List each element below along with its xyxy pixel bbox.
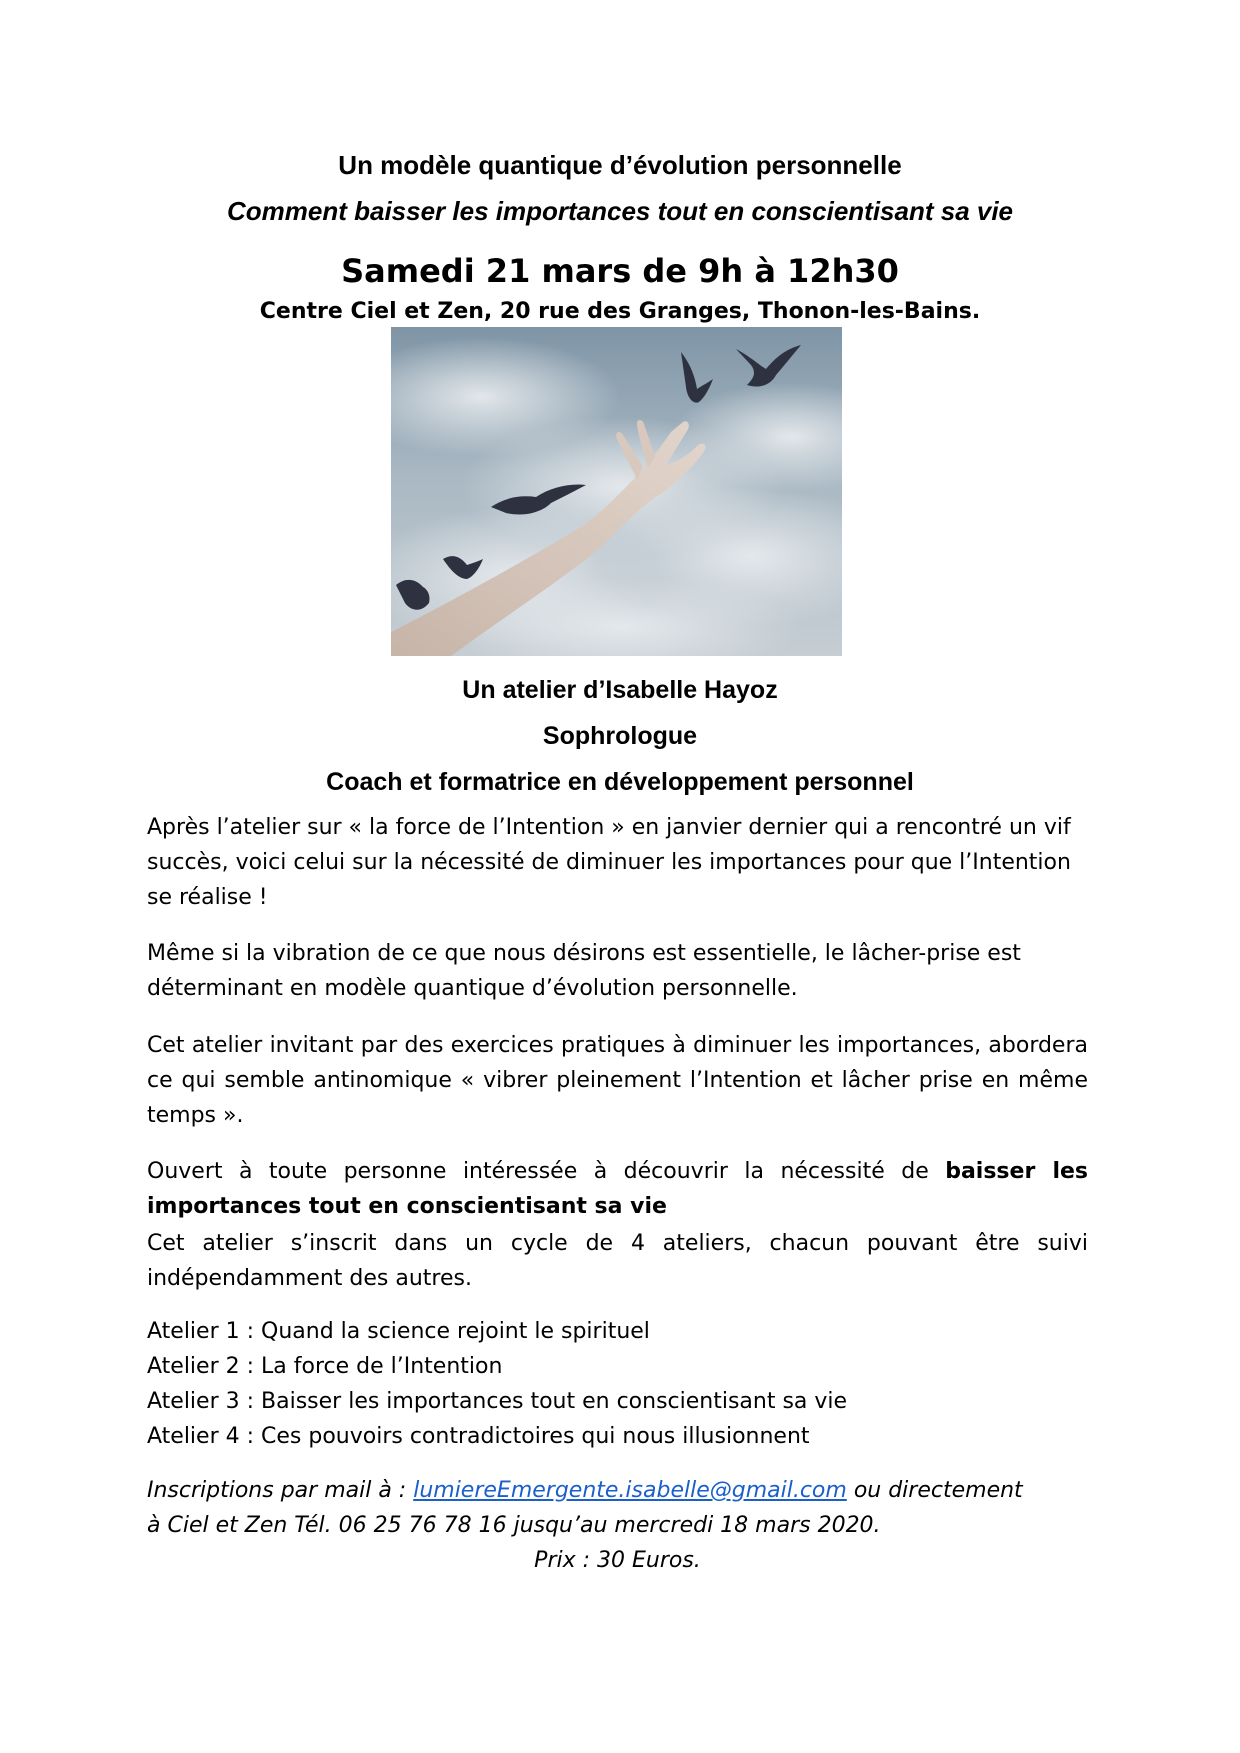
list-item: Atelier 3 : Baisser les importances tout en conscientisant sa vie: [147, 1389, 848, 1414]
inscription-block: [147, 1473, 1088, 1578]
cycle-paragraph: Cet atelier s’inscrit dans un cycle de 4 ateliers, chacun pouvant être suivi indépendamment des autres.: [147, 1231, 1088, 1291]
inscription-middle: ou directement: [846, 1478, 1023, 1503]
price-text: Prix : 30 Euros.: [534, 1548, 701, 1573]
audience-text: Ouvert à toute personne intéressée à découvrir la nécessité de: [147, 1159, 946, 1184]
email-link[interactable]: lumiereEmergente.isabelle@gmail.com: [413, 1478, 847, 1503]
inscription-prefix: Inscriptions par mail à :: [147, 1478, 414, 1503]
list-item: Atelier 1 : Quand la science rejoint le spirituel: [147, 1319, 650, 1344]
flyer-subtitle: Comment baisser les importances tout en conscientisant sa vie: [226, 196, 1014, 226]
exercises-paragraph: Cet atelier invitant par des exercices pratiques à diminuer les importances, abordera ce qui semble antinomique « vibrer pleinement l’Intention et lâcher prise en même temps ».: [147, 1033, 1088, 1128]
audience-paragraph: [147, 1154, 1088, 1224]
inscription-line-2: à Ciel et Zen Tél. 06 25 76 78 16 jusqu’au mercredi 18 mars 2020.: [147, 1513, 881, 1538]
presenter-name: Un atelier d’Isabelle Hayoz: [462, 676, 778, 704]
hand-releasing-birds-image: [391, 327, 842, 656]
audience-bold-text: baisser les importances tout en conscientisant sa vie: [147, 1159, 1088, 1219]
flyer-title: Un modèle quantique d’évolution personnelle: [338, 150, 902, 180]
presenter-specialty: Coach et formatrice en développement personnel: [326, 768, 914, 796]
list-item: Atelier 2 : La force de l’Intention: [147, 1354, 503, 1379]
event-place: Centre Ciel et Zen, 20 rue des Granges, Thonon-les-Bains.: [259, 299, 981, 324]
intro-paragraph: Après l’atelier sur « la force de l’Intention » en janvier dernier qui a rencontré un vif succès, voici celui sur la nécessité de diminuer les importances pour que l’Intention se réalise !: [147, 815, 1071, 910]
list-item: Atelier 4 : Ces pouvoirs contradictoires qui nous illusionnent: [147, 1424, 810, 1449]
ateliers-list: [147, 1314, 1088, 1454]
event-date: Samedi 21 mars de 9h à 12h30: [341, 252, 899, 290]
inscription-line-1: [147, 1473, 1088, 1508]
lacher-prise-paragraph: Même si la vibration de ce que nous désirons est essentielle, le lâcher-prise est déterminant en modèle quantique d’évolution personnelle.: [147, 941, 1021, 1001]
presenter-role: Sophrologue: [542, 722, 698, 750]
